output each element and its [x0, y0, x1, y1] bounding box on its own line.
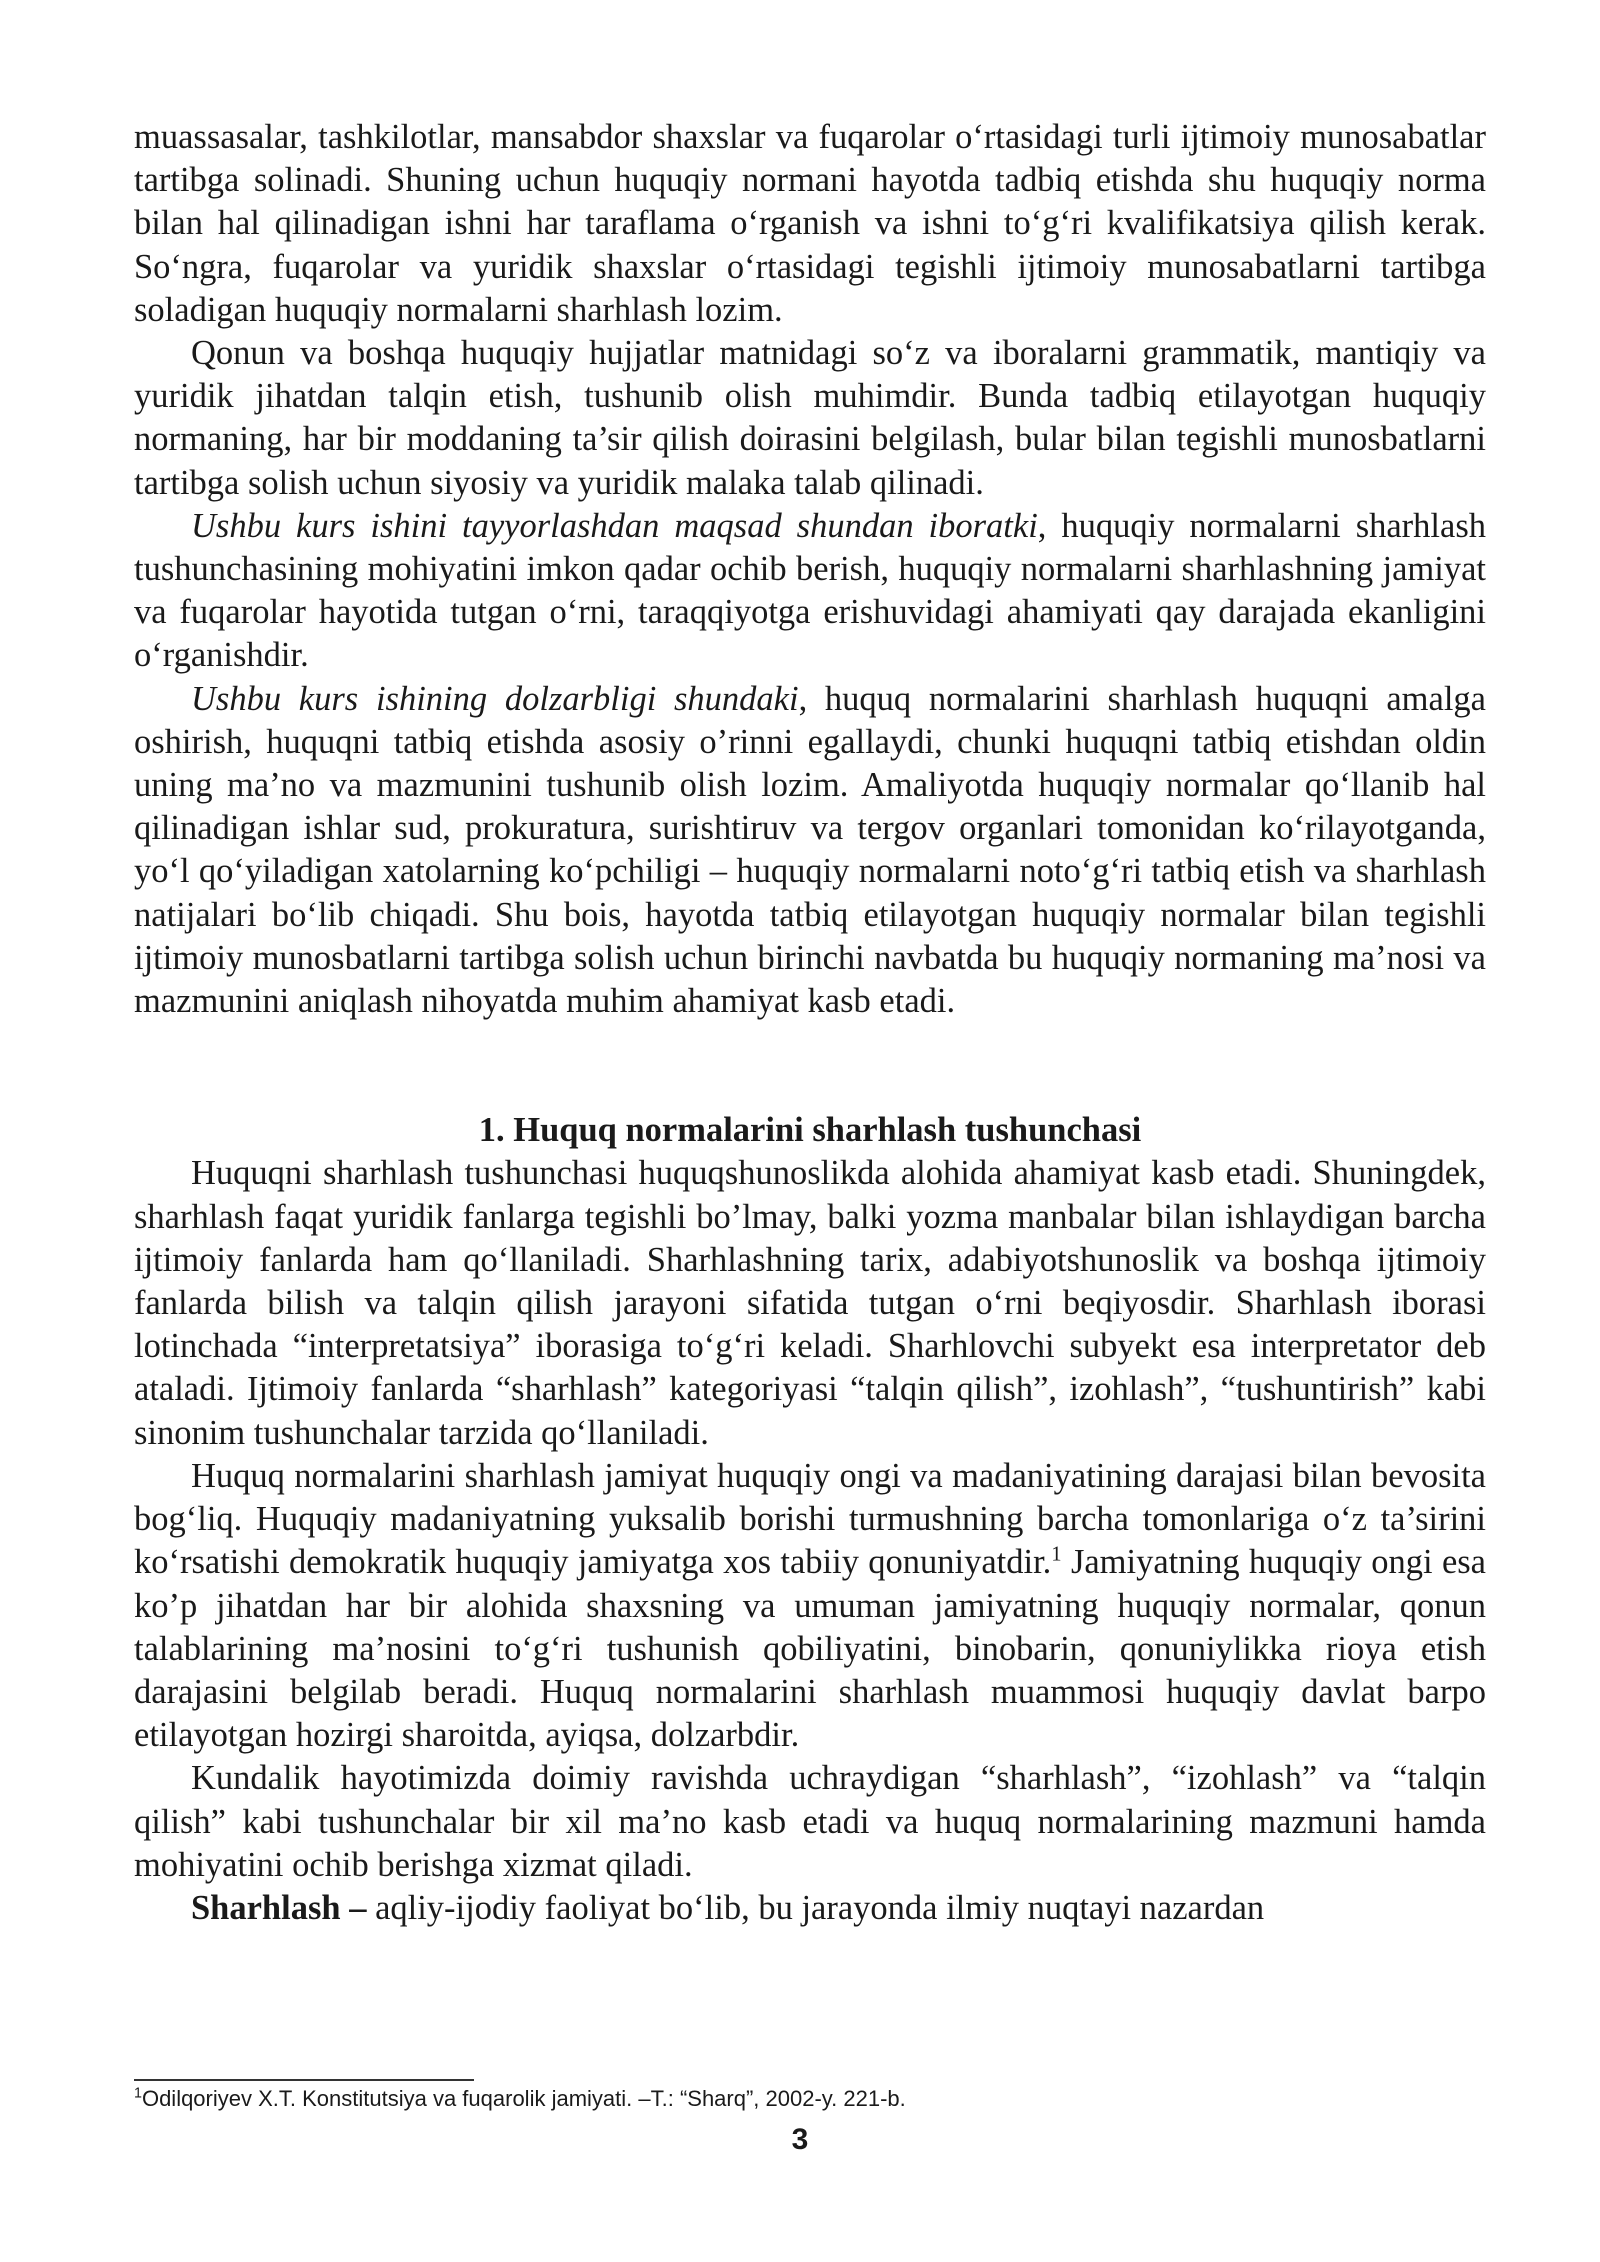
footnote-mark: 1	[134, 2085, 142, 2102]
paragraph-6-text-b: Jamiyatning huquqiy ongi esa ko’p jihatdan har bir alohida shaxsning va umuman jamiyatning huquqiy normalar, qonun talablarining ma’nosini to‘g‘ri tushunish qobiliyatini, binobarin, qonuniylikka rioya etish darajasini belgilab beradi. Huquq normalarini sharhlash muammosi huquqiy davlat barpo etilayotgan hozirgi sharoitda, ayiqsa, dolzarbdir.	[134, 1543, 1486, 1755]
paragraph-6	[134, 1455, 1486, 1757]
paragraph-3-italic-lead: Ushbu kurs ishini tayyorlashdan maqsad shundan iboratki	[191, 506, 1038, 545]
paragraph-2: Qonun va boshqa huquqiy hujjatlar matnidagi so‘z va iboralarni grammatik, mantiqiy va yuridik jihatdan talqin etish, tushunib olish muhimdir. Bunda tadbiq etilayotgan huquqiy normaning, har bir moddaning ta’sir qilish doirasini belgilash, bular bilan tegishli munosbatlarni tartibga solish uchun siyosiy va yuridik malaka talab qilinadi.	[134, 334, 1486, 502]
document-body	[134, 116, 1486, 1930]
paragraph-4-text: , huquq normalarini sharhlash huquqni amalga oshirish, huquqni tatbiq etishda asosiy o’rinni egallaydi, chunki huquqni tatbiq etishdan oldin uning ma’no va mazmunini tushunib olish lozim. Amaliyotda huquqiy normalar qo‘llanib hal qilinadigan ishlar sud, prokuratura, surishtiruv va tergov organlari tomonidan ko‘rilayotganda, yo‘l qo‘yiladigan xatolarning ko‘pchiligi – huquqiy normalarni noto‘g‘ri tatbiq etish va sharhlash natijalari bo‘lib chiqadi. Shu bois, hayotda tatbiq etilayotgan huquqiy normalar bilan tegishli ijtimoiy munosbatlarni tartibga solish uchun birinchi navbatda bu huquqiy normaning ma’nosi va mazmunini aniqlash nihoyatda muhim ahamiyat kasb etadi.	[134, 679, 1486, 1021]
footnote-divider	[134, 2079, 474, 2081]
paragraph-7: Kundalik hayotimizda doimiy ravishda uchraydigan “sharhlash”, “izohlash” va “talqin qilish” kabi tushunchalar bir xil ma’no kasb etadi va huquq normalarining mazmuni hamda mohiyatini ochib berishga xizmat qiladi.	[134, 1759, 1486, 1884]
section-spacer	[134, 1023, 1486, 1109]
paragraph-8-bold-term: Sharhlash –	[191, 1888, 367, 1927]
paragraph-3-text: , huquqiy normalarni sharhlash tushunchasining mohiyatini imkon qadar ochib berish, huquqiy normalarni sharhlashning jamiyat va fuqarolar hayotida tutgan o‘rni, taraqqiyotga erishuvidagi ahamiyati qay darajada ekanligini o‘rganishdir.	[134, 506, 1486, 675]
paragraph-8-text: aqliy-ijodiy faoliyat bo‘lib, bu jarayonda ilmiy nuqtayi nazardan	[366, 1888, 1265, 1927]
paragraph-1: muassasalar, tashkilotlar, mansabdor shaxslar va fuqarolar o‘rtasidagi turli ijtimoiy munosabatlar tartibga solinadi. Shuning uchun huquqiy normani hayotda tadbiq etishda shu huquqiy norma bilan hal qilinadigan ishni har taraflama o‘rganish va ishni to‘g‘ri kvalifikatsiya qilish kerak. So‘ngra, fuqarolar va yuridik shaxslar o‘rtasidagi tegishli ijtimoiy munosabatlarni tartibga soladigan huquqiy normalarni sharhlash lozim.	[134, 118, 1486, 329]
page-number: 3	[791, 2123, 809, 2156]
footnote	[134, 2085, 906, 2113]
paragraph-6-text-a: Huquq normalarini sharhlash jamiyat huquqiy ongi va madaniyatining darajasi bilan bevosita bog‘liq. Huquqiy madaniyatning yuksalib borishi turmushning barcha tomonlariga o‘z ta’sirini ko‘rsatishi demokratik huquqiy jamiyatga xos tabiiy qonuniyatdir.	[134, 1456, 1486, 1582]
paragraph-4-italic-lead: Ushbu kurs ishining dolzarbligi shundaki	[191, 679, 799, 718]
paragraph-3	[134, 505, 1486, 678]
footnote-text: Odilqoriyev X.T. Konstitutsiya va fuqarolik jamiyati. –T.: “Sharq”, 2002-y. 221-b.	[141, 2086, 906, 2111]
paragraph-4	[134, 678, 1486, 1024]
section-heading: 1. Huquq normalarini sharhlash tushunchasi	[478, 1111, 1142, 1150]
footnote-reference[interactable]: 1	[1051, 1543, 1062, 1566]
paragraph-5: Huquqni sharhlash tushunchasi huquqshunoslikda alohida ahamiyat kasb etadi. Shuningdek, sharhlash faqat yuridik fanlarga tegishli bo’lmay, balki yozma manbalar bilan ishlaydigan barcha ijtimoiy fanlarda ham qo‘llaniladi. Sharhlashning tarix, adabiyotshunoslik va boshqa ijtimoiy fanlarda bilish va talqin qilish jarayoni sifatida tutgan o‘rni beqiyosdir. Sharhlash iborasi lotinchada “interpretatsiya” iborasiga to‘g‘ri keladi. Sharhlovchi subyekt esa interpretator deb ataladi. Ijtimoiy fanlarda “sharhlash” kategoriyasi “talqin qilish”, izohlash”, “tushuntirish” kabi sinonim tushunchalar tarzida qo‘llaniladi.	[134, 1154, 1486, 1452]
paragraph-8	[134, 1887, 1486, 1930]
